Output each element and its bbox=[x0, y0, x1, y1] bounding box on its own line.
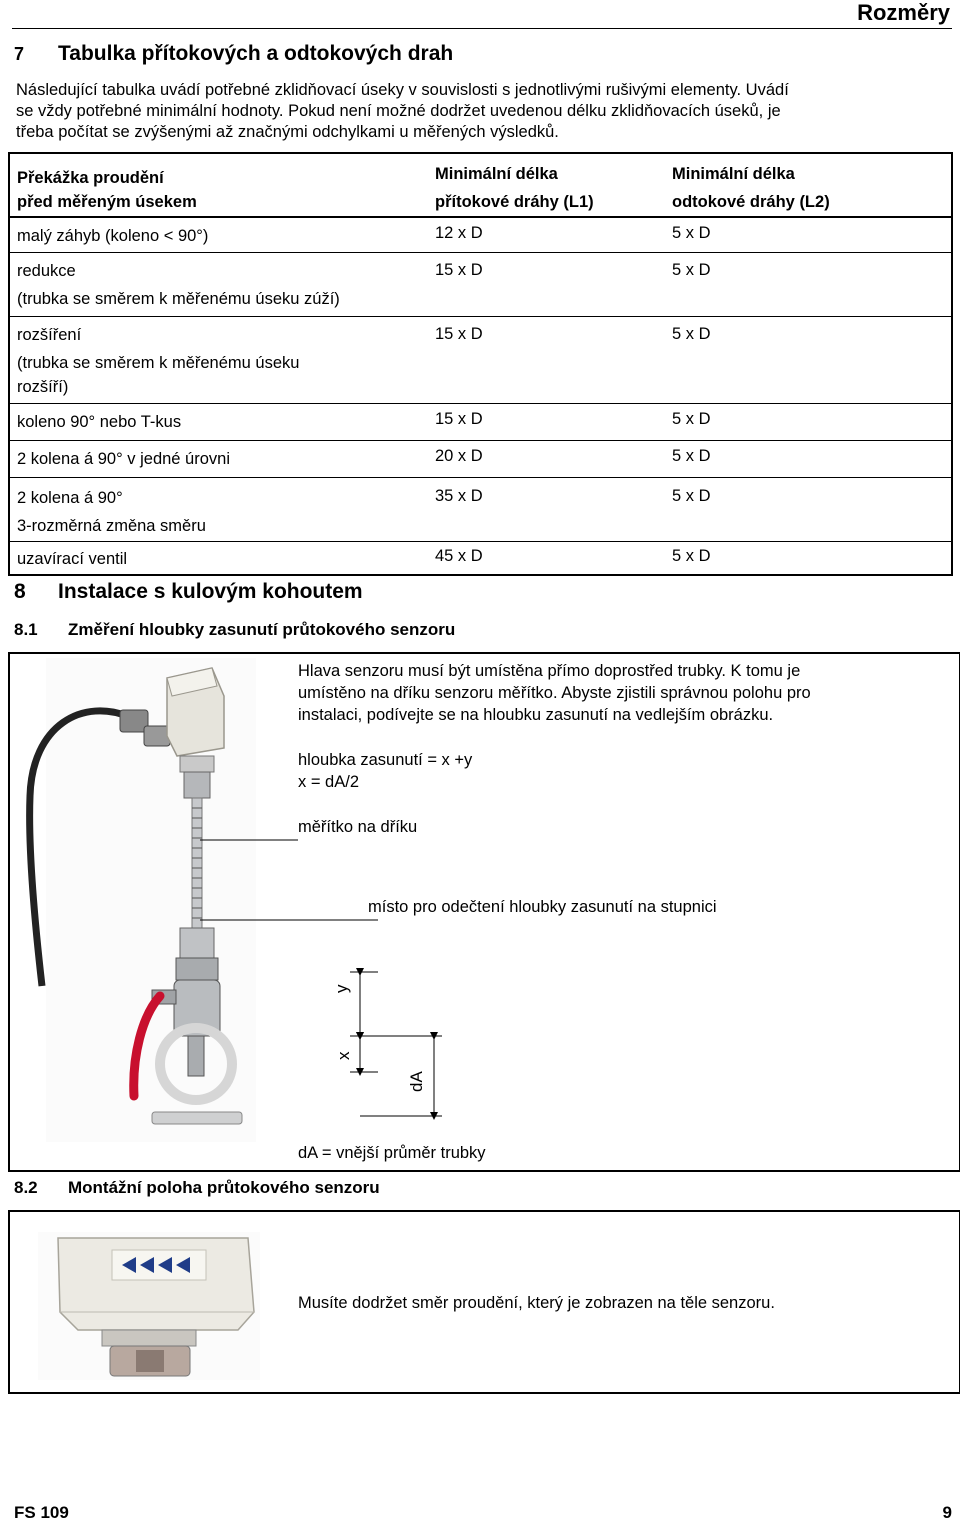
l1-cell: 45 x D bbox=[435, 546, 483, 565]
dim-label-y: y bbox=[332, 984, 351, 993]
sensor-base bbox=[102, 1330, 196, 1346]
da-definition: dA = vnější průměr trubky bbox=[298, 1144, 486, 1162]
section-title: Instalace s kulovým kohoutem bbox=[58, 580, 363, 603]
l1-cell: 15 x D bbox=[428, 403, 665, 440]
gland-nut bbox=[184, 772, 210, 798]
running-header-title: Rozměry bbox=[857, 0, 950, 25]
table-row bbox=[9, 541, 952, 575]
l1-cell: 15 x D bbox=[428, 252, 665, 316]
section-7-heading bbox=[14, 42, 453, 66]
table-header-row bbox=[9, 153, 952, 217]
mounting-instruction: Musíte dodržet směr proudění, který je zobrazen na těle senzoru. bbox=[298, 1294, 775, 1312]
section-title: Tabulka přítokových a odtokových drah bbox=[58, 42, 454, 65]
insertion-description bbox=[298, 660, 948, 726]
section-number: 7 bbox=[14, 44, 25, 64]
footer-doc-id: FS 109 bbox=[14, 1503, 69, 1522]
intro-line: Následující tabulka uvádí potřebné zklidňovací úseky v souvislosti s jednotlivými rušivými elementy. Uvádí bbox=[16, 81, 789, 99]
intro-line: třeba počítat se zvýšenými až značnými odchylkami u měřených výsledků. bbox=[16, 123, 559, 141]
fitting-bore bbox=[136, 1350, 164, 1372]
description-line: umístěno na dříku senzoru měřítko. Abyste zjistili správnou polohu pro bbox=[298, 684, 811, 702]
sensor-neck bbox=[180, 756, 214, 772]
header-l1: Minimální délka přítokové dráhy (L1) bbox=[428, 153, 665, 217]
intro-line: se vždy potřebné minimální hodnoty. Pokud není možné dodržet uvedenou délku zklidňovacích úseků, je bbox=[16, 102, 781, 120]
table-row bbox=[9, 440, 952, 477]
section-number: 8.2 bbox=[14, 1178, 38, 1197]
l1-cell: 12 x D bbox=[428, 217, 665, 252]
l2-cell: 5 x D bbox=[665, 477, 952, 541]
l2-cell: 5 x D bbox=[665, 403, 952, 440]
section-number: 8.1 bbox=[14, 620, 38, 639]
dim-label-da: dA bbox=[407, 1071, 426, 1092]
header-l2: Minimální délka odtokové dráhy (L2) bbox=[665, 153, 952, 217]
table-row bbox=[9, 316, 952, 403]
l2-cell: 5 x D bbox=[665, 316, 952, 403]
obstacle-cell: 2 kolena á 90° v jedné úrovni bbox=[9, 440, 428, 477]
table-row bbox=[9, 477, 952, 541]
obstacle-cell: malý záhyb (koleno < 90°) bbox=[9, 217, 428, 252]
connector bbox=[144, 726, 170, 746]
formula-depth: hloubka zasunutí = x +y bbox=[298, 751, 473, 769]
scale-label: měřítko na dříku bbox=[298, 818, 418, 836]
obstacle-cell: uzavírací ventil bbox=[17, 549, 128, 568]
section-number: 8 bbox=[14, 580, 26, 603]
section-title: Změření hloubky zasunutí průtokového senzoru bbox=[68, 620, 456, 639]
formula-x: x = dA/2 bbox=[298, 773, 359, 791]
description-line: Hlava senzoru musí být umístěna přímo doprostřed trubky. K tomu je bbox=[298, 662, 801, 680]
table-row bbox=[9, 252, 952, 316]
reading-point-label: místo pro odečtení hloubky zasunutí na stupnici bbox=[368, 898, 717, 916]
flow-sections-table bbox=[8, 152, 953, 576]
obstacle-cell: rozšíření (trubka se směrem k měřenému úseku rozšíří) bbox=[9, 316, 428, 403]
section-8-2-heading bbox=[14, 1178, 380, 1198]
header-obstacle: Překážka proudění před měřeným úsekem bbox=[9, 153, 428, 217]
l2-cell: 5 x D bbox=[672, 546, 711, 565]
table-row bbox=[9, 403, 952, 440]
section-7-intro bbox=[16, 80, 946, 143]
section-8-heading bbox=[14, 580, 363, 604]
table-row bbox=[9, 217, 952, 252]
l2-cell: 5 x D bbox=[665, 252, 952, 316]
description-line: instalaci, podívejte se na hloubku zasunutí na vedlejším obrázku. bbox=[298, 706, 774, 724]
l1-cell: 20 x D bbox=[428, 440, 665, 477]
obstacle-cell: koleno 90° nebo T-kus bbox=[9, 403, 428, 440]
l1-cell: 35 x D bbox=[428, 477, 665, 541]
dim-label-x: x bbox=[334, 1051, 353, 1060]
section-title: Montážní poloha průtokového senzoru bbox=[68, 1178, 380, 1197]
header-rule bbox=[12, 28, 952, 29]
l1-cell: 15 x D bbox=[428, 316, 665, 403]
section-8-1-heading bbox=[14, 620, 455, 640]
sensor-flow-direction-figure bbox=[38, 1232, 260, 1380]
l2-cell: 5 x D bbox=[665, 440, 952, 477]
l2-cell: 5 x D bbox=[665, 217, 952, 252]
obstacle-cell: 2 kolena á 90° 3-rozměrná změna směru bbox=[9, 477, 428, 541]
footer-page-number: 9 bbox=[942, 1503, 952, 1522]
obstacle-cell: redukce (trubka se směrem k měřenému úseku zúží) bbox=[9, 252, 428, 316]
